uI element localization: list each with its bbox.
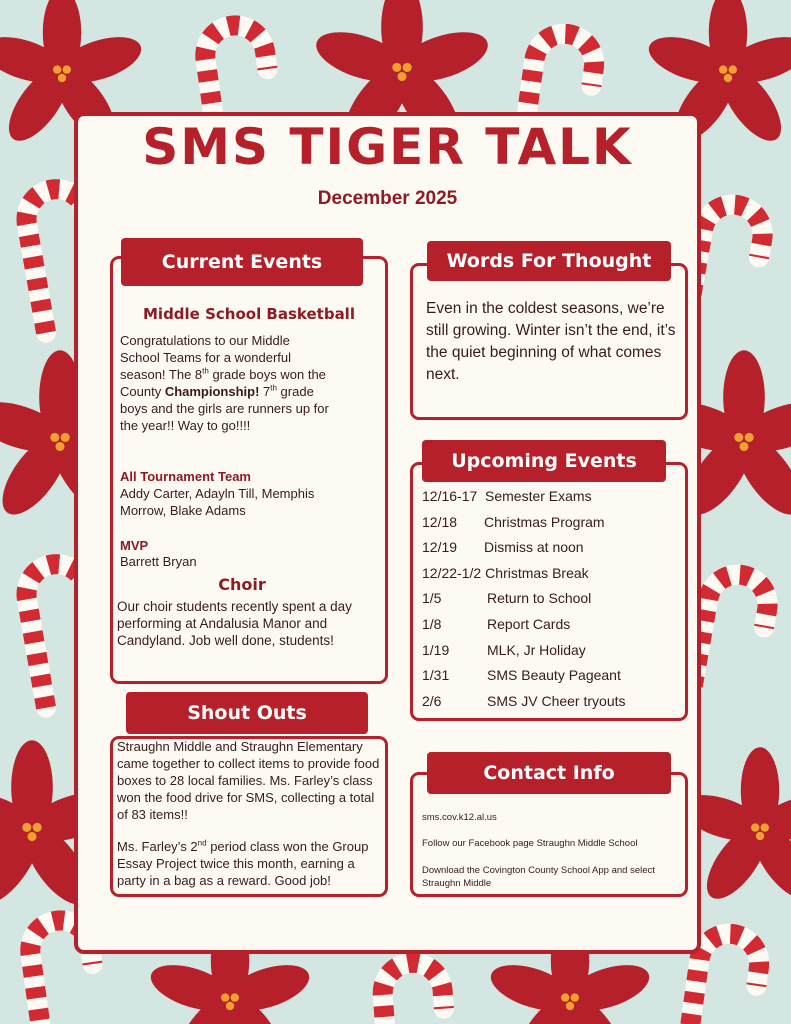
choir-body: Our choir students recently spent a day performing at Andalusia Manor and Candyland. Job well done, students!: [117, 599, 352, 648]
upcoming-event-row: [422, 692, 626, 709]
words-for-thought-header: Words For Thought: [427, 241, 671, 281]
upcoming-event-row: [422, 565, 589, 581]
upcoming-event-row: [422, 667, 621, 684]
upcoming-event-name: SMS JV Cheer tryouts: [487, 692, 626, 709]
upcoming-event-name: SMS Beauty Pageant: [487, 667, 621, 684]
all-tournament-title: All Tournament Team: [120, 469, 251, 484]
upcoming-event-date: 12/19: [422, 539, 458, 556]
upcoming-event-name: Dismiss at noon: [484, 539, 584, 556]
upcoming-event-name: Report Cards: [487, 616, 571, 632]
upcoming-event-row: [422, 513, 605, 530]
upcoming-event-row: [422, 641, 586, 658]
basketball-title: Middle School Basketball: [143, 305, 355, 323]
upcoming-event-date: 12/16-17: [422, 488, 478, 504]
contact-website-link[interactable]: sms.cov.k12.al.us: [422, 812, 497, 823]
shout-outs-para-1: Straughn Middle and Straughn Elementary came together to collect items to provide food boxes to 28 local families. Ms. Farley’s class won the food drive for SMS, collecting a total of 83 items!!: [117, 739, 380, 822]
upcoming-event-date: 2/6: [422, 692, 442, 709]
upcoming-event-name: MLK, Jr Holiday: [487, 641, 586, 658]
contact-info-header: Contact Info: [427, 752, 671, 794]
upcoming-event-row: [422, 590, 592, 607]
upcoming-event-row: [422, 616, 571, 632]
upcoming-event-date: 12/18: [422, 513, 458, 530]
upcoming-event-date: 1/5: [422, 590, 442, 607]
mvp-name: Barrett Bryan: [120, 554, 197, 569]
words-for-thought-body: Even in the coldest seasons, we’re still growing. Winter isn’t the end, it’s the quiet beginning of what comes next.: [426, 300, 676, 383]
basketball-body: Congratulations to our Middle School Teams for a wonderful season! The 8th grade boys won the County Championship! 7th grade boys and the girls are runners up for the year!! Way to go!!!!: [120, 333, 329, 433]
mvp-title: MVP: [120, 538, 149, 553]
upcoming-events-header: Upcoming Events: [422, 440, 666, 482]
choir-title: Choir: [218, 575, 266, 594]
upcoming-event-date: 12/22-1/2: [422, 564, 482, 581]
upcoming-event-name: Semester Exams: [485, 488, 592, 504]
shout-outs-header: Shout Outs: [126, 692, 368, 734]
contact-facebook-text: Follow our Facebook page Straughn Middle School: [422, 838, 638, 849]
newsletter-date: December 2025: [317, 188, 458, 209]
upcoming-event-date: 1/31: [422, 667, 450, 684]
upcoming-event-name: Christmas Program: [484, 513, 605, 530]
upcoming-event-row: [422, 539, 584, 556]
upcoming-event-date: 1/8: [422, 616, 442, 632]
championship-text: Championship!: [164, 384, 260, 399]
upcoming-event-row: [422, 488, 592, 504]
newsletter-title: SMS TIGER TALK: [142, 118, 633, 176]
upcoming-event-date: 1/19: [422, 641, 450, 658]
current-events-header: Current Events: [121, 238, 363, 286]
all-tournament-names: Addy Carter, Adayln Till, Memphis Morrow, Blake Adams: [120, 486, 315, 518]
upcoming-event-name: Return to School: [487, 590, 592, 607]
shout-outs-para-2: Ms. Farley’s 2nd period class won the Group Essay Project twice this month, earning a party in a bag as a reward. Good job!: [117, 838, 369, 888]
upcoming-event-name: Christmas Break: [485, 564, 589, 581]
contact-app-text: Download the Covington County School App and select Straughn Middle: [422, 865, 655, 889]
